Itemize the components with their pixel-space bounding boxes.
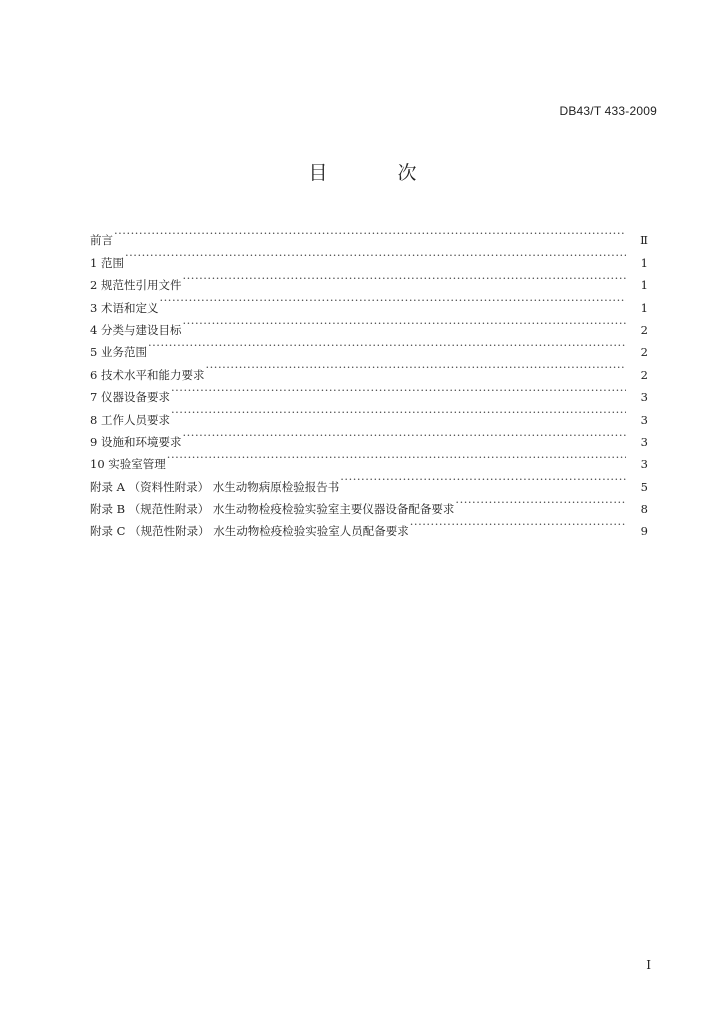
toc-entry-page: 3 <box>640 434 648 449</box>
toc-entry-page: 9 <box>640 524 648 539</box>
toc-dot-leader <box>114 222 626 244</box>
toc-entry-label: 6 技术水平和能力要求 <box>90 367 205 382</box>
toc-entry-label: 5 业务范围 <box>90 345 147 360</box>
toc-entry-label: 附录 B （规范性附录） 水生动物检疫检验实验室主要仪器设备配备要求 <box>90 502 455 517</box>
toc-entry-page: 8 <box>640 502 648 517</box>
toc-dot-leader <box>171 379 626 401</box>
toc-entry[interactable] <box>90 289 648 315</box>
toc-dot-leader <box>205 356 626 378</box>
document-code: DB43/T 433-2009 <box>559 104 657 118</box>
toc-dot-leader <box>182 267 626 289</box>
toc-entry-label: 7 仪器设备要求 <box>90 390 170 405</box>
toc-entry-label: 附录 C （规范性附录） 水生动物检疫检验实验室人员配备要求 <box>90 524 409 539</box>
toc-entry-page: 2 <box>640 367 648 382</box>
toc-entry-label: 2 规范性引用文件 <box>90 278 182 293</box>
toc-dot-leader <box>340 468 626 490</box>
toc-entry-label: 8 工作人员要求 <box>90 412 170 427</box>
toc-entry-page: Ⅱ <box>640 233 648 248</box>
toc-entry[interactable] <box>90 312 648 337</box>
toc-entry-label: 附录 A （资料性附录） 水生动物病原检验报告书 <box>90 479 340 494</box>
toc-dot-leader <box>159 289 626 311</box>
toc-dot-leader <box>410 513 626 535</box>
toc-dot-leader <box>171 401 626 423</box>
toc-dot-leader <box>148 334 626 356</box>
toc-dot-leader <box>125 244 626 266</box>
toc-entry-label: 4 分类与建设目标 <box>90 322 182 337</box>
toc-dot-leader <box>167 446 626 468</box>
table-of-contents <box>90 222 648 539</box>
page-number: I <box>646 958 651 972</box>
toc-entry[interactable] <box>90 244 648 270</box>
toc-entry-page: 3 <box>640 457 648 472</box>
toc-dot-leader <box>182 424 626 446</box>
toc-entry-page: 1 <box>640 255 648 270</box>
toc-entry[interactable] <box>90 222 648 248</box>
toc-title: 目 次 <box>308 162 449 184</box>
toc-entry[interactable] <box>90 468 648 494</box>
toc-entry-page: 3 <box>640 412 648 427</box>
toc-entry-page: 1 <box>640 300 648 315</box>
toc-entry[interactable] <box>90 379 648 405</box>
toc-dot-leader <box>455 491 626 513</box>
toc-entry-page: 3 <box>640 390 648 405</box>
toc-entry-page: 5 <box>640 479 648 494</box>
toc-entry[interactable] <box>90 267 648 293</box>
toc-entry-page: 2 <box>640 345 648 360</box>
toc-entry-label: 10 实验室管理 <box>90 457 166 472</box>
toc-entry-page: 1 <box>640 278 648 293</box>
toc-entry-label: 前言 <box>90 233 113 248</box>
toc-entry[interactable] <box>90 401 648 427</box>
toc-entry[interactable] <box>90 334 648 360</box>
toc-entry-page: 2 <box>640 322 648 337</box>
toc-entry[interactable] <box>90 356 648 382</box>
toc-entry[interactable] <box>90 424 648 449</box>
toc-entry-label: 9 设施和环境要求 <box>90 434 182 449</box>
toc-dot-leader <box>182 312 626 334</box>
toc-entry-label: 1 范围 <box>90 255 124 270</box>
toc-entry-label: 3 术语和定义 <box>90 300 159 315</box>
toc-entry[interactable] <box>90 446 648 472</box>
